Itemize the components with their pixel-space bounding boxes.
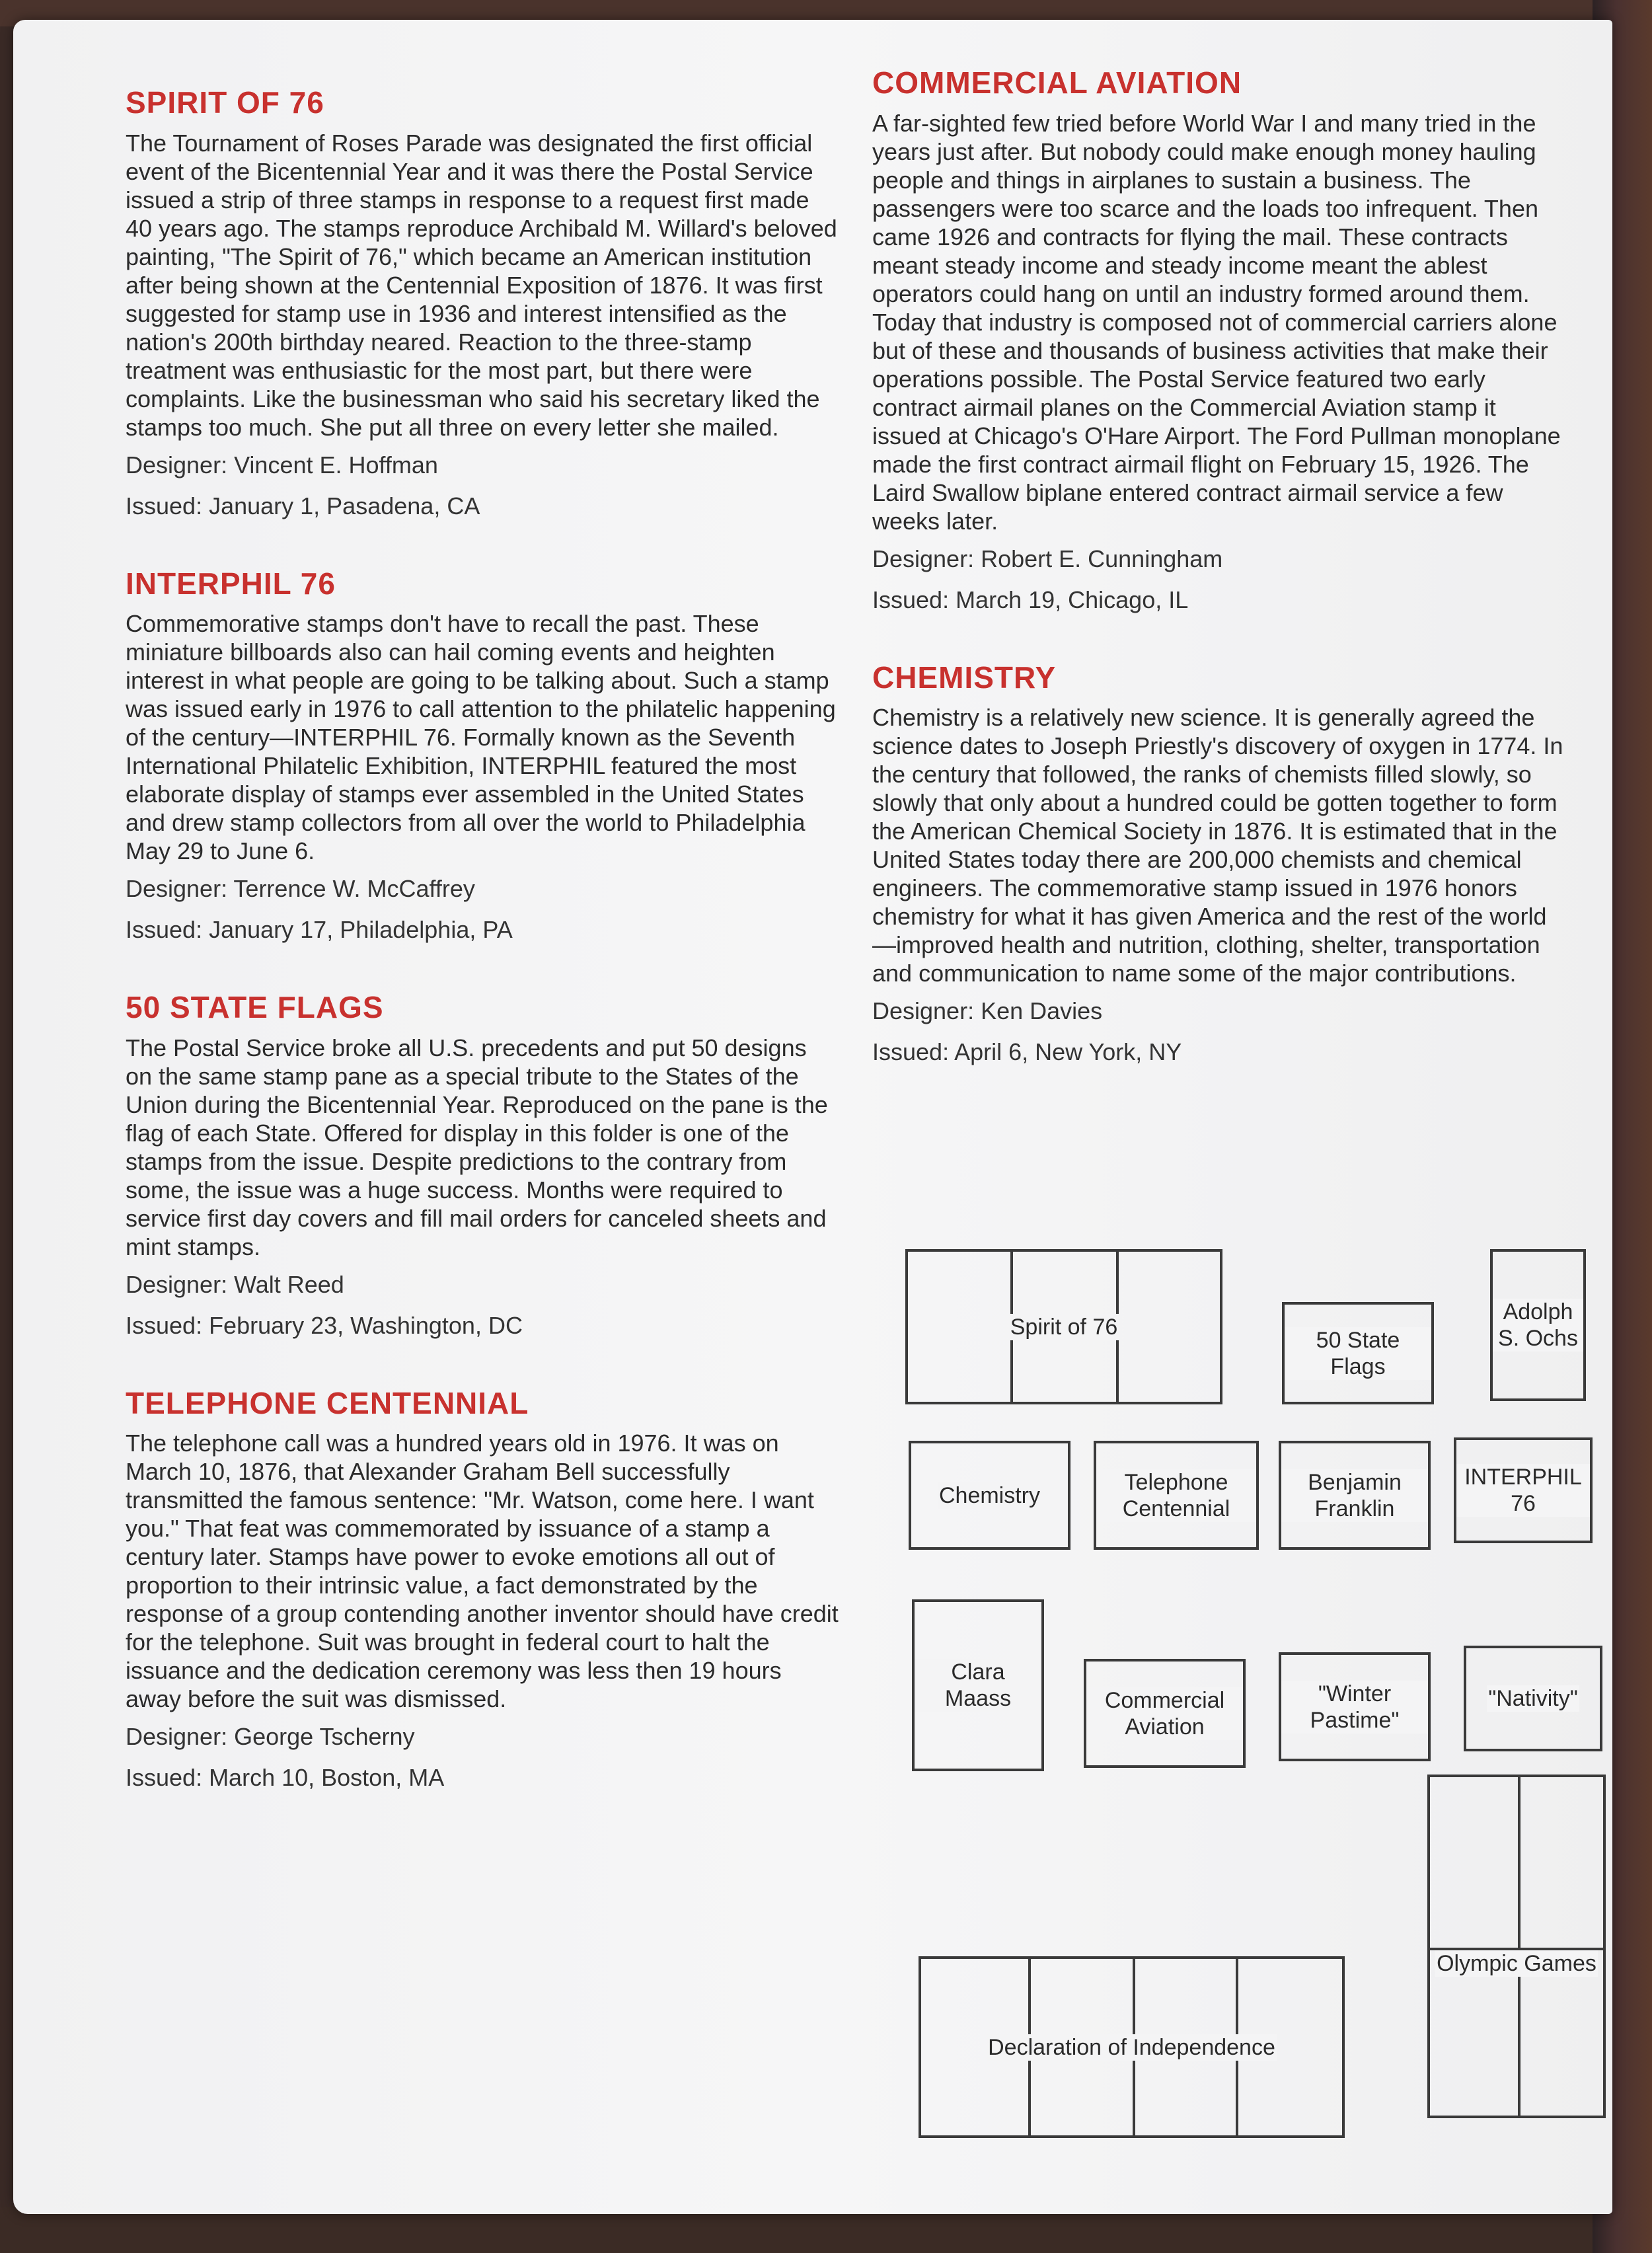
issued-line: Issued: April 6, New York, NY (872, 1038, 1182, 1066)
stamp-spot-spirit-of-76 (905, 1249, 1222, 1404)
stamp-spot-interphil-76 (1454, 1437, 1593, 1543)
stamp-spot-declaration-of-independence (919, 1956, 1345, 2138)
section-heading: INTERPHIL 76 (126, 566, 336, 601)
stamp-spot-commercial-aviation (1084, 1659, 1246, 1768)
stamp-label: "Nativity" (1488, 1686, 1578, 1711)
designer-line: Designer: Robert E. Cunningham (872, 545, 1223, 572)
designer-line: Designer: Terrence W. McCaffrey (126, 875, 475, 903)
stamp-label: Clara Maass (915, 1659, 1041, 1712)
section-body: The Tournament of Roses Parade was designated the first official event of the Bicentennial Year and it was there the Postal Service issued a strip of three stamps in response to a request first made 40 years ago. The stamps reproduce Archibald M. Willard's beloved painting, "The Spirit of 76," which became an American institution after being shown at the Centennial Exposition of 1876. It was first suggested for stamp use in 1936 and interest intensified as the nation's 200th birthday neared. Reaction to the three-stamp treatment was enthusiastic for the most part, but there were complaints. Like the businessman who said his secretary liked the stamps too much. She put all three on every letter she mailed. (126, 129, 837, 441)
stamp-label: Commercial Aviation (1086, 1687, 1243, 1740)
stamp-label: Chemistry (938, 1482, 1041, 1508)
stamp-label: Declaration of Independence (988, 2034, 1275, 2060)
stamp-spot-clara-maass (912, 1599, 1044, 1771)
block-divider (1518, 1777, 1521, 2116)
stamp-spot-adolph-ochs (1490, 1249, 1586, 1401)
issued-line: Issued: March 19, Chicago, IL (872, 586, 1189, 613)
section-heading: TELEPHONE CENTENNIAL (126, 1385, 529, 1420)
stamp-label: INTERPHIL 76 (1456, 1464, 1590, 1517)
designer-line: Designer: George Tscherny (126, 1723, 415, 1751)
issued-line: Issued: March 10, Boston, MA (126, 1764, 445, 1792)
stamp-label: Olympic Games (1437, 1951, 1596, 1976)
stamp-label: Telephone Centennial (1096, 1469, 1256, 1522)
section-body: A far-sighted few tried before World War I and many tried in the years just after. But nobody could make enough money hauling people and things in airplanes to sustain a business. The passengers were too scarce and the loads too infrequent. Then came 1926 and contracts for flying the mail. These contracts meant steady income and steady income meant the ablest operators could hang on until an industry formed around them. Today that industry is composed not of commercial carriers alone but of these and thousands of business activities that make their operations possible. The Postal Service featured two early contract airmail planes on the Commercial Aviation stamp it issued at Chicago's O'Hare Airport. The Ford Pullman monoplane made the first contract airmail flight on February 15, 1926. The Laird Swallow biplane entered contract airmail service a few weeks later. (872, 109, 1561, 535)
stamp-label: "Winter Pastime" (1281, 1681, 1428, 1734)
issued-line: Issued: January 1, Pasadena, CA (126, 492, 480, 519)
stamp-spot-winter-pastime (1279, 1652, 1431, 1761)
designer-line: Designer: Vincent E. Hoffman (126, 451, 438, 478)
issued-line: Issued: February 23, Washington, DC (126, 1311, 523, 1339)
section-body: Chemistry is a relatively new science. It is generally agreed the science dates to Joseph Priestly's discovery of oxygen in 1774. In the century that followed, the ranks of chemists filled slowly, so slowly that only about a hundred could be gotten together to form the American Chemical Society in 1876. It is estimated that in the United States today there are 200,000 chemists and chemical engineers. The commemorative stamp issued in 1976 honors chemistry for what it has given America and the rest of the world—improved health and nutrition, clothing, shelter, transportation and communication to name some of the major contributions. (872, 704, 1563, 987)
stamp-label: 50 State Flags (1285, 1327, 1431, 1380)
stamp-spot-olympic-games (1427, 1775, 1606, 2118)
section-body: Commemorative stamps don't have to recall the past. These miniature billboards also can hail coming events and heighten interest in what people are going to be talking about. Such a stamp was issued early in 1976 to call attention to the philatelic happening of the century—INTERPHIL 76. Formally known as the Seventh International Philatelic Exhibition, INTERPHIL featured the most elaborate display of stamps ever assembled in the United States and drew stamp collectors from all over the world to Philadelphia May 29 to June 6. (126, 610, 836, 865)
stamp-label: Spirit of 76 (1010, 1314, 1118, 1340)
section-heading: COMMERCIAL AVIATION (872, 65, 1242, 100)
stamp-label: Benjamin Franklin (1281, 1469, 1428, 1522)
stamp-spot-benjamin-franklin (1279, 1441, 1431, 1550)
designer-line: Designer: Ken Davies (872, 997, 1103, 1025)
stamp-spot-nativity (1464, 1646, 1602, 1751)
stamp-spot-chemistry (909, 1441, 1070, 1550)
stamp-spot-telephone-centennial (1094, 1441, 1259, 1550)
section-heading: SPIRIT OF 76 (126, 85, 324, 120)
section-heading: CHEMISTRY (872, 660, 1057, 695)
stamp-spot-50-state-flags (1282, 1302, 1434, 1404)
issued-line: Issued: January 17, Philadelphia, PA (126, 916, 513, 944)
section-heading: 50 STATE FLAGS (126, 990, 384, 1025)
section-body: The telephone call was a hundred years old in 1976. It was on March 10, 1876, that Alexander Graham Bell successfully transmitted the famous sentence: "Mr. Watson, come here. I want you." That feat was commemorated by issuance of a stamp a century later. Stamps have power to evoke emotions all out of proportion to their intrinsic value, a fact demonstrated by the response of a group contending another inventor should have credit for the telephone. Suit was brought in federal court to halt the issuance and the dedication ceremony was less then 19 hours away before the suit was dismissed. (126, 1430, 839, 1713)
designer-line: Designer: Walt Reed (126, 1270, 344, 1298)
stamp-label: Adolph S. Ochs (1493, 1299, 1583, 1352)
section-body: The Postal Service broke all U.S. precedents and put 50 designs on the same stamp pane as a special tribute to the States of the Union during the Bicentennial Year. Reproduced on the pane is the flag of each State. Offered for display in this folder is one of the stamps from the issue. Despite predictions to the contrary from some, the issue was a huge success. Months were required to service first day covers and fill mail orders for canceled sheets and mint stamps. (126, 1034, 828, 1260)
